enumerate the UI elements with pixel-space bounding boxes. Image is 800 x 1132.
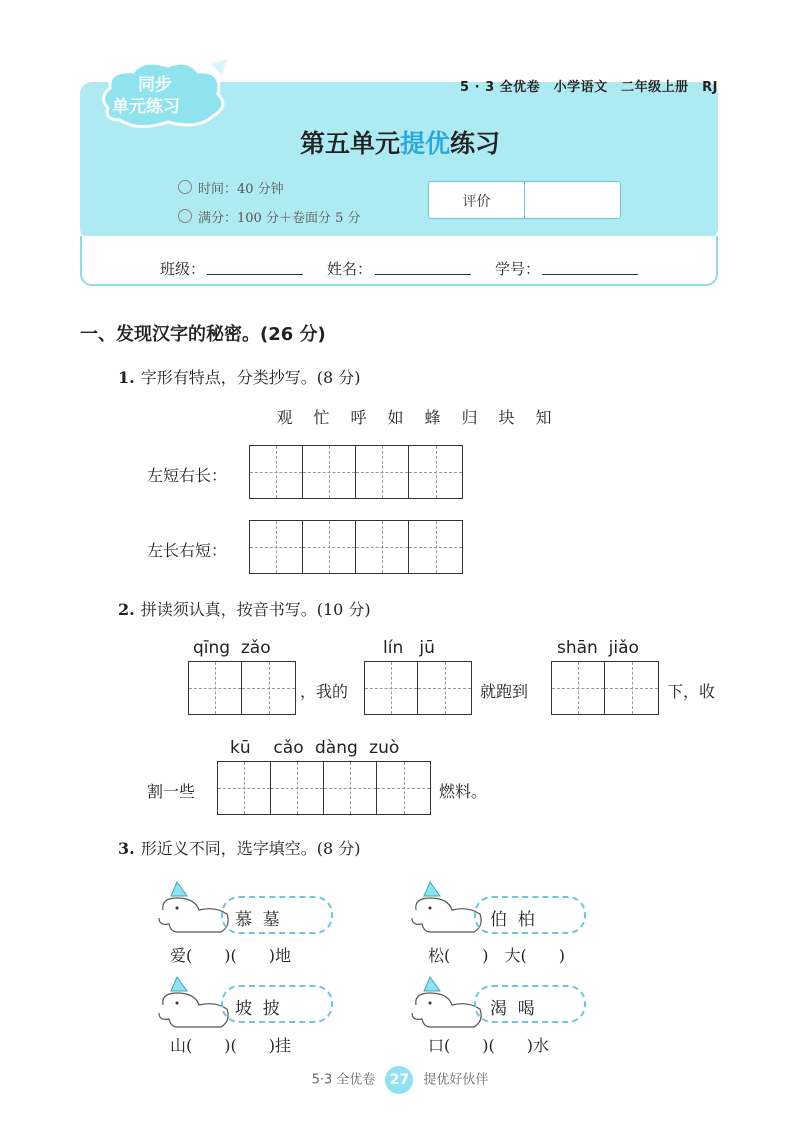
question-2 xyxy=(118,597,371,620)
badge-line2: 单元练习 xyxy=(112,97,180,117)
check-icon xyxy=(178,209,192,223)
q2-text-a: ，我的 xyxy=(300,682,349,701)
q3-pair-3-chars: 坡 披 xyxy=(235,999,280,1019)
question-3 xyxy=(118,836,360,859)
q2-grid-1[interactable] xyxy=(188,661,296,715)
pinyin-3: shān jiǎo xyxy=(557,638,639,658)
q1-char: 归 xyxy=(461,408,478,427)
section-title: 一、发现汉字的秘密。(26 分) xyxy=(80,324,326,345)
q1-char: 块 xyxy=(498,408,515,427)
page-title xyxy=(0,124,800,160)
q1-char: 观 xyxy=(276,408,293,427)
q2-text-c: 下，收 xyxy=(667,682,716,701)
q1-row2-label: 左长右短： xyxy=(147,541,228,560)
q2-grid-2[interactable] xyxy=(364,661,472,715)
pinyin-1: qīng zǎo xyxy=(193,638,271,658)
footer-left: 5·3 全优卷 xyxy=(311,1072,376,1088)
id-field[interactable] xyxy=(542,274,638,275)
evaluation-box xyxy=(428,181,621,219)
q3-pair-4 xyxy=(408,975,588,1035)
page-number: 27 xyxy=(385,1066,413,1094)
evaluation-divider xyxy=(524,182,525,218)
clock-icon xyxy=(178,180,192,194)
q1-char: 知 xyxy=(535,408,552,427)
q3-pair-1-chars: 慕 墓 xyxy=(235,910,280,930)
badge-line1: 同步 xyxy=(138,75,172,95)
time-info xyxy=(178,178,284,197)
page-footer xyxy=(0,1066,800,1094)
q3-line-2[interactable]: 松( ) 大( ) xyxy=(428,946,565,965)
title-part1: 第五单元 xyxy=(299,129,400,158)
title-part3: 练习 xyxy=(450,129,501,158)
q3-pair-3 xyxy=(155,975,335,1035)
q1-char: 呼 xyxy=(350,408,367,427)
pinyin-2: lín jū xyxy=(383,638,435,658)
q1-char: 忙 xyxy=(313,408,330,427)
q1-row1-label: 左短右长： xyxy=(147,466,228,485)
q2-text-b: 就跑到 xyxy=(480,682,529,701)
q2-text-d: 割一些 xyxy=(147,782,196,801)
q3-pair-4-chars: 渴 喝 xyxy=(490,999,535,1019)
score-info xyxy=(178,207,360,226)
q3-pair-2 xyxy=(408,880,588,940)
class-field[interactable] xyxy=(207,274,303,275)
q3-pair-1 xyxy=(155,880,335,940)
question-2-number: 2. xyxy=(118,600,135,619)
evaluation-label: 评价 xyxy=(462,194,491,210)
question-1-text: 字形有特点，分类抄写。(8 分) xyxy=(140,368,361,387)
q3-line-1[interactable]: 爱( )( )地 xyxy=(170,946,291,965)
question-1 xyxy=(118,365,360,388)
question-1-number: 1. xyxy=(118,368,135,387)
question-3-text: 形近义不同，选字填空。(8 分) xyxy=(140,839,361,858)
name-label: 姓名： xyxy=(327,260,373,278)
q1-char: 蜂 xyxy=(424,408,441,427)
name-field[interactable] xyxy=(375,274,471,275)
title-highlight: 提优 xyxy=(399,129,450,158)
q1-char: 如 xyxy=(387,408,404,427)
score-text: 满分：100 分＋卷面分 5 分 xyxy=(198,211,361,226)
q1-row2-grid[interactable] xyxy=(249,520,463,574)
question-3-number: 3. xyxy=(118,839,135,858)
id-label: 学号： xyxy=(495,260,541,278)
footer-right: 提优好伙伴 xyxy=(423,1072,489,1088)
q2-text-e: 燃料。 xyxy=(439,782,488,801)
q3-line-4[interactable]: 口( )( )水 xyxy=(428,1036,549,1055)
q3-pair-2-chars: 伯 柏 xyxy=(490,910,535,930)
q2-grid-3[interactable] xyxy=(551,661,659,715)
q3-line-3[interactable]: 山( )( )挂 xyxy=(170,1036,291,1055)
q1-row1-grid[interactable] xyxy=(249,445,463,499)
series-info: 5 · 3 全优卷 小学语文 二年级上册 RJ xyxy=(460,80,718,95)
class-label: 班级： xyxy=(160,260,206,278)
question-2-text: 拼读须认真，按音书写。(10 分) xyxy=(140,600,371,619)
time-text: 时间：40 分钟 xyxy=(198,182,284,197)
pinyin-4: kū cǎo dàng zuò xyxy=(230,738,400,758)
q1-character-list xyxy=(266,405,562,428)
q2-grid-4[interactable] xyxy=(217,761,431,815)
